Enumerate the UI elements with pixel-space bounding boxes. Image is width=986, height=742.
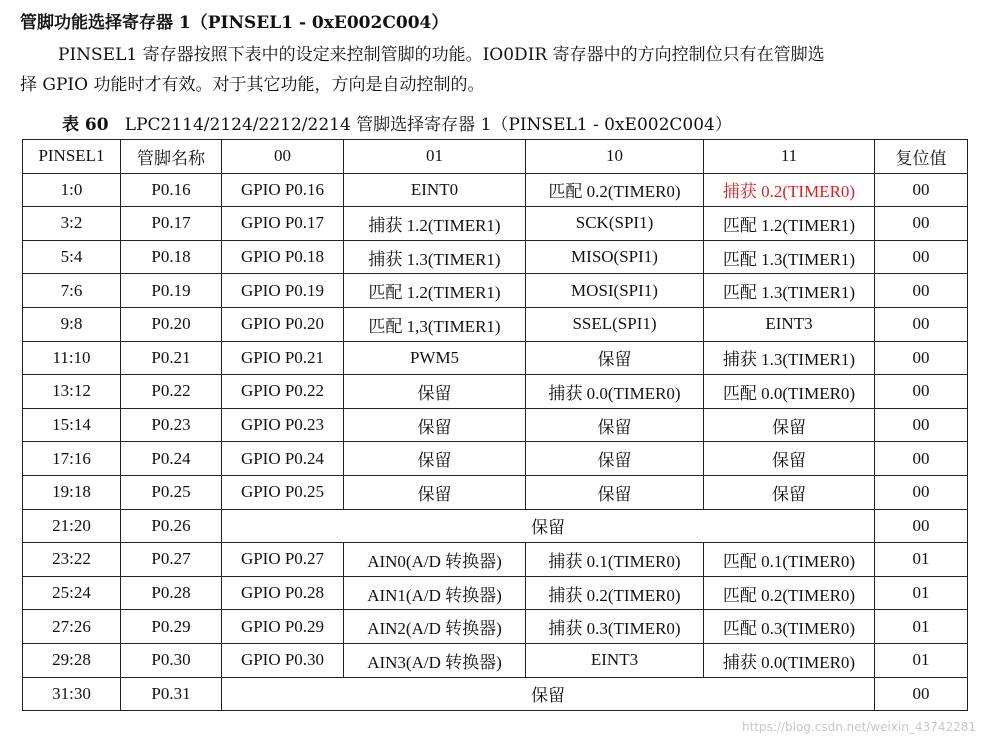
cell-function-10: 捕获 0.1(TIMER0) <box>526 543 704 577</box>
table-row <box>23 610 968 644</box>
header-11: 11 <box>704 140 875 174</box>
cell-pin-name: P0.22 <box>121 375 222 409</box>
cell-function-00: GPIO P0.20 <box>222 307 344 341</box>
cell-function-11: 匹配 0.3(TIMER0) <box>704 610 875 644</box>
table-row <box>23 408 968 442</box>
cell-bits: 9:8 <box>23 307 121 341</box>
cell-bits: 31:30 <box>23 677 121 711</box>
cell-function-11: 捕获 0.2(TIMER0) <box>704 173 875 207</box>
cell-merged: 保留 <box>222 677 875 711</box>
header-01: 01 <box>344 140 526 174</box>
table-row <box>23 173 968 207</box>
cell-pin-name: P0.25 <box>121 475 222 509</box>
cell-function-11: 捕获 0.0(TIMER0) <box>704 643 875 677</box>
cell-pin-name: P0.16 <box>121 173 222 207</box>
cell-function-00: GPIO P0.21 <box>222 341 344 375</box>
cell-function-01: PWM5 <box>344 341 526 375</box>
table-caption <box>62 110 732 135</box>
cell-function-11: EINT3 <box>704 307 875 341</box>
cell-bits: 21:20 <box>23 509 121 543</box>
cell-function-00: GPIO P0.17 <box>222 207 344 241</box>
pinsel1-table <box>22 139 968 711</box>
cell-function-01: 保留 <box>344 408 526 442</box>
cell-reset-value: 00 <box>875 341 968 375</box>
cell-function-00: GPIO P0.24 <box>222 442 344 476</box>
table-row <box>23 240 968 274</box>
table-row <box>23 375 968 409</box>
table-header-row <box>23 140 968 174</box>
cell-bits: 17:16 <box>23 442 121 476</box>
table-body <box>23 173 968 711</box>
cell-function-01: 保留 <box>344 442 526 476</box>
cell-bits: 23:22 <box>23 543 121 577</box>
cell-function-10: 匹配 0.2(TIMER0) <box>526 173 704 207</box>
cell-pin-name: P0.26 <box>121 509 222 543</box>
cell-function-11: 保留 <box>704 442 875 476</box>
cell-bits: 13:12 <box>23 375 121 409</box>
cell-function-01: 保留 <box>344 375 526 409</box>
cell-function-01: 保留 <box>344 475 526 509</box>
cell-bits: 1:0 <box>23 173 121 207</box>
cell-function-01: 捕获 1.3(TIMER1) <box>344 240 526 274</box>
cell-function-01: AIN1(A/D 转换器) <box>344 576 526 610</box>
cell-reset-value: 01 <box>875 543 968 577</box>
cell-bits: 7:6 <box>23 274 121 308</box>
cell-pin-name: P0.28 <box>121 576 222 610</box>
cell-function-11: 匹配 1.3(TIMER1) <box>704 274 875 308</box>
cell-reset-value: 00 <box>875 475 968 509</box>
cell-reset-value: 00 <box>875 509 968 543</box>
table-row <box>23 274 968 308</box>
table-row <box>23 509 968 543</box>
cell-bits: 15:14 <box>23 408 121 442</box>
cell-pin-name: P0.31 <box>121 677 222 711</box>
cell-function-10: EINT3 <box>526 643 704 677</box>
cell-function-10: MISO(SPI1) <box>526 240 704 274</box>
cell-reset-value: 00 <box>875 240 968 274</box>
cell-function-10: 捕获 0.0(TIMER0) <box>526 375 704 409</box>
cell-bits: 3:2 <box>23 207 121 241</box>
header-pinsel1: PINSEL1 <box>23 140 121 174</box>
cell-function-00: GPIO P0.23 <box>222 408 344 442</box>
header-00: 00 <box>222 140 344 174</box>
paragraph-line-2: 择 GPIO 功能时才有效。对于其它功能，方向是自动控制的。 <box>20 75 485 95</box>
cell-reset-value: 01 <box>875 576 968 610</box>
cell-reset-value: 00 <box>875 677 968 711</box>
cell-function-01: EINT0 <box>344 173 526 207</box>
cell-function-00: GPIO P0.19 <box>222 274 344 308</box>
cell-reset-value: 00 <box>875 442 968 476</box>
table-row <box>23 442 968 476</box>
cell-function-11: 保留 <box>704 475 875 509</box>
cell-function-10: 保留 <box>526 408 704 442</box>
cell-pin-name: P0.27 <box>121 543 222 577</box>
table-caption-text: LPC2114/2124/2212/2214 管脚选择寄存器 1（PINSEL1 - 0xE002C004） <box>124 115 732 135</box>
cell-merged: 保留 <box>222 509 875 543</box>
cell-function-10: 保留 <box>526 341 704 375</box>
table-row <box>23 643 968 677</box>
cell-pin-name: P0.17 <box>121 207 222 241</box>
cell-pin-name: P0.24 <box>121 442 222 476</box>
cell-bits: 5:4 <box>23 240 121 274</box>
paragraph-line-1: PINSEL1 寄存器按照下表中的设定来控制管脚的功能。IO0DIR 寄存器中的方向控制位只有在管脚选 <box>58 45 825 65</box>
cell-function-00: GPIO P0.25 <box>222 475 344 509</box>
cell-reset-value: 00 <box>875 173 968 207</box>
cell-function-11: 匹配 0.2(TIMER0) <box>704 576 875 610</box>
cell-function-10: 保留 <box>526 475 704 509</box>
cell-function-00: GPIO P0.27 <box>222 543 344 577</box>
cell-bits: 29:28 <box>23 643 121 677</box>
cell-reset-value: 00 <box>875 375 968 409</box>
cell-function-10: SSEL(SPI1) <box>526 307 704 341</box>
cell-function-01: 匹配 1.2(TIMER1) <box>344 274 526 308</box>
cell-pin-name: P0.19 <box>121 274 222 308</box>
cell-pin-name: P0.30 <box>121 643 222 677</box>
cell-function-11: 保留 <box>704 408 875 442</box>
table-caption-label: 表 60 <box>62 115 109 135</box>
cell-function-00: GPIO P0.28 <box>222 576 344 610</box>
cell-function-01: 捕获 1.2(TIMER1) <box>344 207 526 241</box>
table-row <box>23 475 968 509</box>
cell-reset-value: 01 <box>875 643 968 677</box>
cell-reset-value: 00 <box>875 307 968 341</box>
cell-pin-name: P0.29 <box>121 610 222 644</box>
cell-function-11: 匹配 1.2(TIMER1) <box>704 207 875 241</box>
cell-function-01: 匹配 1,3(TIMER1) <box>344 307 526 341</box>
table-row <box>23 677 968 711</box>
watermark: https://blog.csdn.net/weixin_43742281 <box>741 720 976 734</box>
table-row <box>23 307 968 341</box>
cell-function-00: GPIO P0.30 <box>222 643 344 677</box>
cell-function-10: MOSI(SPI1) <box>526 274 704 308</box>
cell-reset-value: 00 <box>875 207 968 241</box>
cell-function-00: GPIO P0.22 <box>222 375 344 409</box>
cell-pin-name: P0.21 <box>121 341 222 375</box>
cell-reset-value: 00 <box>875 274 968 308</box>
cell-bits: 11:10 <box>23 341 121 375</box>
cell-function-10: 捕获 0.3(TIMER0) <box>526 610 704 644</box>
cell-function-00: GPIO P0.29 <box>222 610 344 644</box>
cell-pin-name: P0.18 <box>121 240 222 274</box>
cell-bits: 25:24 <box>23 576 121 610</box>
cell-bits: 27:26 <box>23 610 121 644</box>
table-row <box>23 576 968 610</box>
description-paragraph <box>20 40 970 100</box>
cell-reset-value: 00 <box>875 408 968 442</box>
header-pin-name: 管脚名称 <box>121 140 222 174</box>
header-reset-value: 复位值 <box>875 140 968 174</box>
cell-reset-value: 01 <box>875 610 968 644</box>
table-row <box>23 207 968 241</box>
cell-pin-name: P0.20 <box>121 307 222 341</box>
table-row <box>23 543 968 577</box>
cell-bits: 19:18 <box>23 475 121 509</box>
cell-function-10: SCK(SPI1) <box>526 207 704 241</box>
cell-function-10: 捕获 0.2(TIMER0) <box>526 576 704 610</box>
header-10: 10 <box>526 140 704 174</box>
cell-function-11: 匹配 0.1(TIMER0) <box>704 543 875 577</box>
cell-function-11: 捕获 1.3(TIMER1) <box>704 341 875 375</box>
cell-pin-name: P0.23 <box>121 408 222 442</box>
cell-function-01: AIN2(A/D 转换器) <box>344 610 526 644</box>
cell-function-00: GPIO P0.18 <box>222 240 344 274</box>
cell-function-11: 匹配 1.3(TIMER1) <box>704 240 875 274</box>
cell-function-01: AIN0(A/D 转换器) <box>344 543 526 577</box>
section-title: 管脚功能选择寄存器 1（PINSEL1 - 0xE002C004） <box>20 13 449 33</box>
cell-function-10: 保留 <box>526 442 704 476</box>
cell-function-00: GPIO P0.16 <box>222 173 344 207</box>
cell-function-11: 匹配 0.0(TIMER0) <box>704 375 875 409</box>
cell-function-01: AIN3(A/D 转换器) <box>344 643 526 677</box>
table-row <box>23 341 968 375</box>
